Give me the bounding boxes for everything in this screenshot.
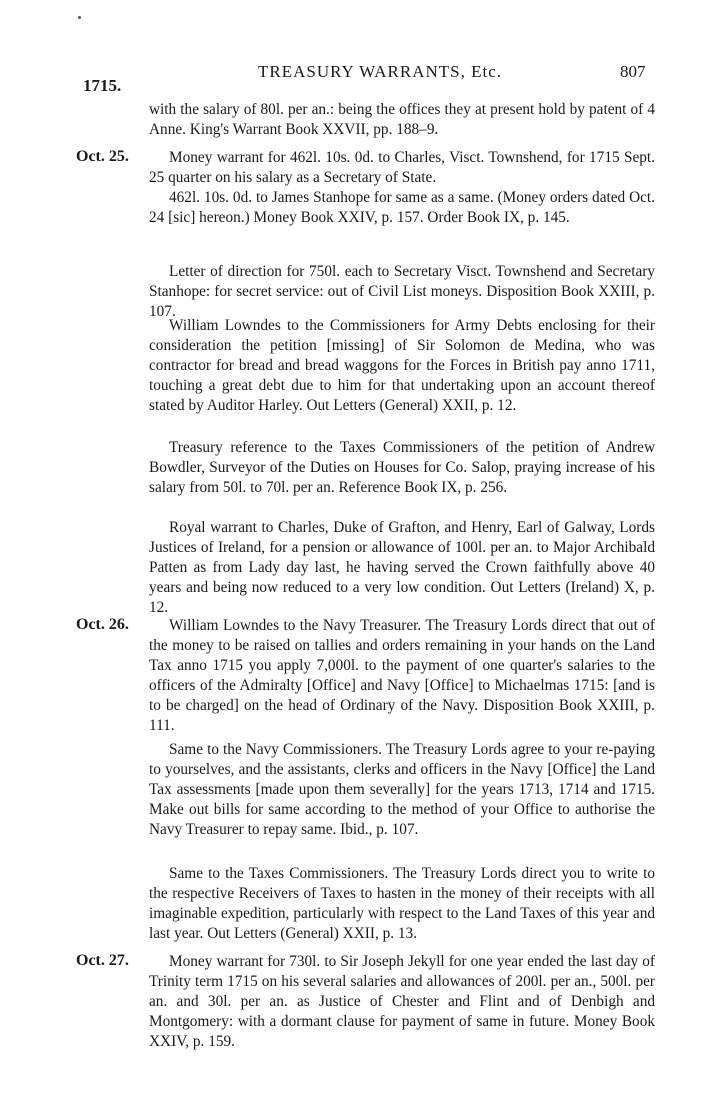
paragraph: Same to the Taxes Commissioners. The Treasury Lords direct you to write to the respective Receivers of Taxes to hasten in the money of their receipts with all imaginable expedition, particularly with respect to the Land Taxes of this year and last year. Out Letters (General) XXII, p. 13. — [149, 865, 655, 942]
entry-oct-27-a — [149, 952, 655, 1052]
paragraph: 462l. 10s. 0d. to James Stanhope for same as a same. (Money orders dated Oct. 24 [sic] hereon.) Money Book XXIV, p. 157. Order Book IX, p. 145. — [149, 189, 655, 226]
entry-date: Oct. 27. — [76, 952, 129, 969]
paragraph: William Lowndes to the Navy Treasurer. The Treasury Lords direct that out of the money to be raised on tallies and orders remaining in your hands on the Land Tax anno 1715 you apply 7,000l. to the payment of one quarter's salaries to the officers of the Admiralty [Office] and Navy [Office] to Michaelmas 1715: [and is to be charged] on the head of Ordinary of the Navy. Disposition Book XXIII, p. 111. — [149, 617, 655, 734]
paragraph: Money warrant for 730l. to Sir Joseph Jekyll for one year ended the last day of Trinity term 1715 on his several salaries and allowances of 200l. per an., 500l. per an. and 30l. per an. as Justice of Chester and Flint and of Denbigh and Montgomery: with a dormant clause for payment of same in future. Money Book XXIV, p. 159. — [149, 953, 655, 1050]
paragraph: with the salary of 80l. per an.: being the offices they at present hold by patent of 4 Anne. King's Warrant Book XXVII, pp. 188–9. — [149, 101, 655, 138]
entry-oct-25-c — [149, 316, 655, 416]
page-number: 807 — [620, 62, 646, 81]
entry-date: Oct. 25. — [76, 148, 129, 165]
entry-oct-25-d — [149, 438, 655, 498]
entry-date: Oct. 26. — [76, 616, 129, 633]
entry-oct-25-e — [149, 518, 655, 618]
entry-continuation — [149, 100, 655, 140]
header-title: TREASURY WARRANTS, Etc. — [258, 62, 503, 81]
paragraph: Money warrant for 462l. 10s. 0d. to Charles, Visct. Townshend, for 1715 Sept. 25 quarter on his salary as a Secretary of State. — [149, 149, 655, 186]
entry-oct-25-a — [149, 148, 655, 228]
entry-oct-26-c — [149, 864, 655, 944]
paragraph: Same to the Navy Commissioners. The Treasury Lords agree to your re-paying to yourselves, and the assistants, clerks and officers in the Navy [Office] the Land Tax assessments [made upon them severally] for the years 1713, 1714 and 1715. Make out bills for same according to the method of your Office to authorise the Navy Treasurer to repay same. Ibid., p. 107. — [149, 741, 655, 838]
paragraph: Treasury reference to the Taxes Commissioners of the petition of Andrew Bowdler, Surveyor of the Duties on Houses for Co. Salop, praying increase of his salary from 50l. to 70l. per an. Reference Book IX, p. 256. — [149, 439, 655, 496]
paragraph: Letter of direction for 750l. each to Secretary Visct. Townshend and Secretary Stanhope: for secret service: out of Civil List moneys. Disposition Book XXIII, p. 107. — [149, 263, 655, 320]
entry-oct-25-b — [149, 262, 655, 322]
entry-oct-26-a — [149, 616, 655, 736]
page-mark — [78, 16, 81, 19]
header-year: 1715. — [83, 76, 122, 95]
paragraph: Royal warrant to Charles, Duke of Grafton, and Henry, Earl of Galway, Lords Justices of Ireland, for a pension or allowance of 100l. per an. to Major Archibald Patten as from Lady day last, he having served the Crown faithfully above 40 years and being now reduced to a very low condition. Out Letters (Ireland) X, p. 12. — [149, 519, 655, 616]
entry-oct-26-b — [149, 740, 655, 840]
paragraph: William Lowndes to the Commissioners for Army Debts enclosing for their consideration the petition [missing] of Sir Solomon de Medina, who was contractor for bread and bread waggons for the Forces in British pay anno 1711, touching a great debt due to him for that undertaking upon an account thereof stated by Auditor Harley. Out Letters (General) XXII, p. 12. — [149, 317, 655, 414]
